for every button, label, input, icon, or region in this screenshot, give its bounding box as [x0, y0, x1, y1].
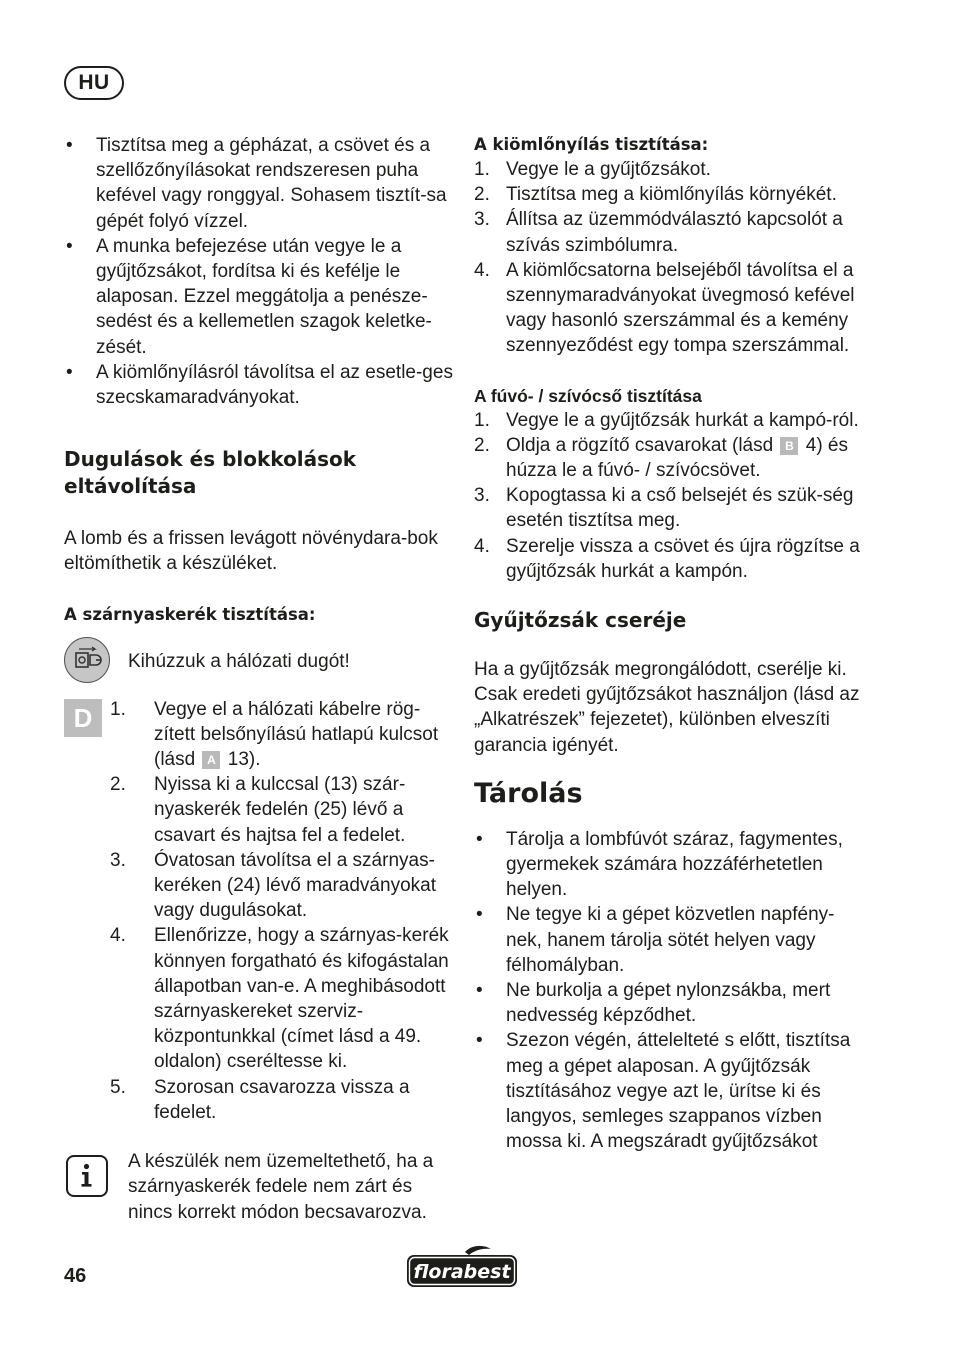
step-text: Nyissa ki a kulccsal (13) szár-nyaskerék fedelén (25) lévő a csavart és hajtsa fel a fedelet. — [154, 774, 406, 846]
figure-ref-b: B — [780, 437, 798, 455]
list-item: • Tárolja a lombfúvót száraz, fagymentes, gyermekek számára hozzáférhetetlen helyen. — [474, 827, 866, 903]
section-heading-bag: Gyűjtőzsák cseréje — [474, 608, 687, 633]
step-text: A kiömlőcsatorna belsejéből távolítsa el a szennymaradványokat üvegmosó kefével vagy hasonló szerszámmal és a kemény szennyeződést egy tompa szerszámmal. — [506, 259, 855, 357]
step-number: 4. — [474, 259, 490, 281]
step-text: 13). — [227, 749, 261, 771]
figure-d-box: D — [64, 699, 102, 737]
list-item — [474, 157, 866, 182]
impeller-steps — [64, 697, 456, 1125]
language-badge: HU — [64, 66, 124, 100]
florabest-logo — [405, 1243, 519, 1289]
list-item — [110, 697, 456, 773]
outlet-step-list — [474, 157, 866, 359]
step-number: 4. — [474, 535, 490, 557]
section-heading-clogs: Dugulások és blokkolások eltávolítása — [64, 447, 357, 499]
step-text: Vegye le a gyűjtőzsák hurkát a kampó-ról. — [506, 409, 859, 431]
step-number: 2. — [474, 434, 490, 456]
step-number: 1. — [110, 698, 126, 720]
list-item — [474, 182, 866, 207]
list-item — [474, 483, 866, 533]
impeller-step-list — [110, 697, 456, 1125]
list-item — [474, 534, 866, 584]
unplug-text: Kihúzzuk a hálózati dugót! — [128, 650, 350, 672]
plug-icon — [64, 637, 110, 683]
step-text: Óvatosan távolítsa el a szárnyas-keréken (24) lévő maradványokat vagy dugulásokat. — [154, 849, 436, 922]
step-text: Ellenőrizze, hogy a szárnyas-kerék könnyen forgatható és kifogástalan állapotban van-e. A meghibásodott szárnyaskereket szerviz-központunkkal (címet lásd a 49. oldalon) cseréltesse ki. — [154, 925, 449, 1073]
step-text: Vegye el a hálózati kábelre rög-zített belsőnyílású hatlapú kulcsot (lásd — [154, 698, 439, 771]
list-item: • Szezon végén, áttelelteté s előtt, tisztítsa meg a gépet alaposan. A gyűjtőzsák tisztításához vegye azt le, ürítse ki és langyos, semleges szappanos vízben mossa ki. A megszáradt gyűjtőzsákot — [474, 1028, 866, 1154]
step-number: 5. — [110, 1076, 126, 1098]
list-item — [110, 848, 456, 924]
step-text: Vegye le a gyűjtőzsákot. — [506, 159, 711, 180]
intro-bullet-list — [64, 133, 456, 410]
step-text: Szorosan csavarozza vissza a fedelet. — [154, 1076, 410, 1123]
subheading-outlet: A kiömlőnyílás tisztítása: — [474, 135, 709, 154]
list-item: • A munka befejezése után vegye le a gyűjtőzsákot, fordítsa ki és kefélje le alaposan. Ezzel meggátolja a penésze-sedést és a kellemetlen szagok keletke-zését. — [64, 234, 456, 360]
step-text: Állítsa az üzemmódválasztó kapcsolót a szívás szimbólumra. — [506, 209, 843, 256]
step-text: Szerelje vissza a csövet és újra rögzítse a gyűjtőzsák hurkát a kampón. — [506, 535, 860, 582]
page-number: 46 — [64, 1265, 87, 1287]
step-number: 1. — [474, 159, 490, 180]
list-item — [474, 408, 866, 433]
step-text: Tisztítsa meg a kiömlőnyílás környékét. — [506, 184, 837, 206]
svg-text:florabest: florabest — [413, 1261, 511, 1283]
list-item: • Ne tegye ki a gépet közvetlen napfény-nek, hanem tárolja sötét helyen vagy félhomályban. — [474, 902, 866, 978]
right-column — [474, 133, 866, 1155]
info-text: A készülék nem üzemeltethető, ha a szárnyaskerék fedele nem zárt és nincs korrekt módon becsavarozva. — [128, 1151, 434, 1223]
list-item — [110, 772, 456, 848]
info-note — [64, 1149, 456, 1225]
step-number: 4. — [110, 925, 126, 947]
storage-bullet-list — [474, 827, 866, 1155]
section-heading-storage: Tárolás — [474, 777, 583, 809]
list-item: • Tisztítsa meg a gépházat, a csövet és a szellőzőnyílásokat rendszeresen puha kefével vagy ronggyal. Sohasem tisztít-sa gépét folyó vízzel. — [64, 133, 456, 234]
list-item: • Ne burkolja a gépet nylonzsákba, mert nedvesség képződhet. — [474, 978, 866, 1028]
list-item — [474, 207, 866, 257]
subheading-tube: A fúvó- / szívócső tisztítása — [474, 385, 702, 406]
step-number: 2. — [474, 184, 490, 206]
subheading-impeller: A szárnyaskerék tisztítása: — [64, 604, 316, 624]
bag-paragraph: Ha a gyűjtőzsák megrongálódott, cserélje ki. Csak eredeti gyűjtőzsákot használjon (lásd az „Alkatrészek” fejezetet), különben elveszíti garancia igényét. — [474, 659, 860, 756]
section-paragraph: A lomb és a frissen levágott növénydara-bok eltömíthetik a készüléket. — [64, 528, 438, 575]
tube-step-list — [474, 408, 866, 584]
step-text: Kopogtassa ki a cső belsejét és szük-ség esetén tisztítsa meg. — [506, 485, 854, 532]
step-number: 3. — [474, 209, 490, 231]
step-text: 4) és húzza le a fúvó- / szívócsövet. — [506, 434, 848, 482]
info-icon — [66, 1155, 108, 1197]
step-number: 3. — [110, 849, 126, 871]
step-number: 2. — [110, 774, 126, 796]
step-text: Oldja a rögzítő csavarokat (lásd — [506, 434, 774, 456]
step-number: 3. — [474, 485, 490, 507]
list-item — [110, 923, 456, 1074]
list-item: • A kiömlőnyílásról távolítsa el az esetle-ges szecskamaradványokat. — [64, 360, 456, 410]
list-item — [110, 1075, 456, 1125]
list-item — [474, 433, 866, 483]
unplug-note — [64, 637, 456, 691]
left-column — [64, 133, 456, 1225]
figure-ref-a: A — [202, 751, 220, 769]
step-number: 1. — [474, 409, 490, 431]
list-item — [474, 258, 866, 359]
